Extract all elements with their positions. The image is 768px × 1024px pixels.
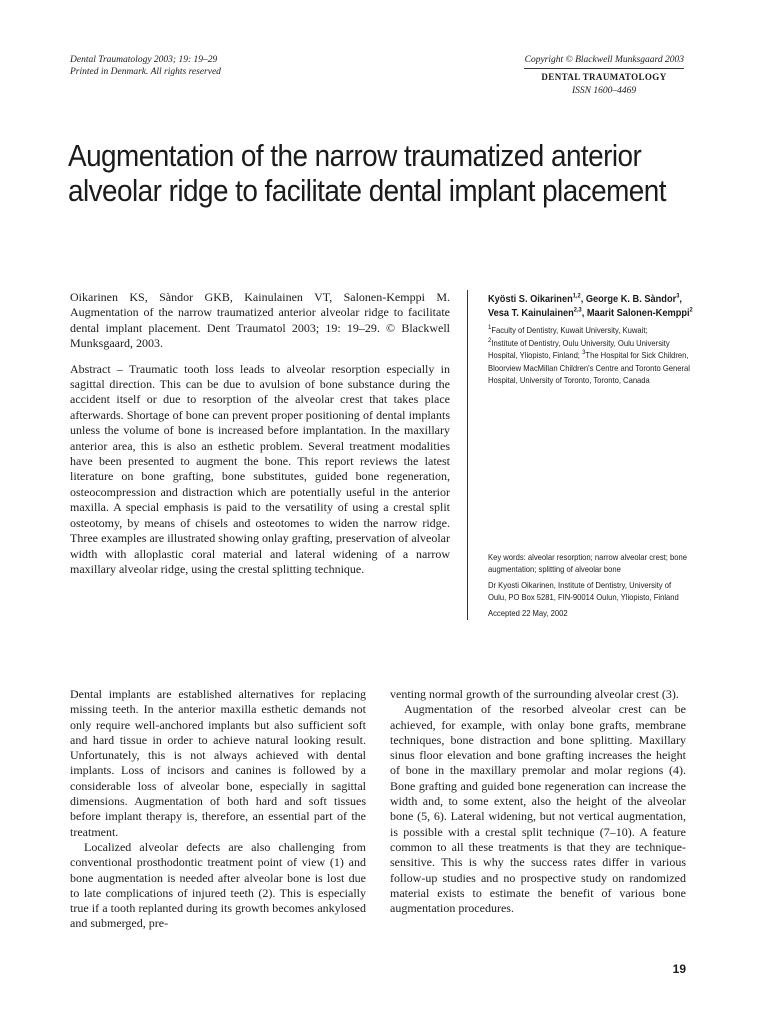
body-paragraph: Dental implants are established alternatives for replacing missing teeth. In the anterior maxilla esthetic demands not only require well-anchored implants but also sufficient soft and hard tissue in order to achieve natural looking result. Unfortunately, this is not always achieved with dental implants. Loss of incisors and canines is followed by a considerable loss of alveolar bone, especially in sagittal dimensions. Augmentation of both hard and soft tissues before implant therapy is, therefore, an essential part of the treatment.: [70, 687, 366, 839]
abstract-section: [70, 290, 450, 587]
affiliation: Faculty of Dentistry, Kuwait University, Kuwait;: [491, 325, 648, 335]
author-affil-mark: 3: [676, 292, 680, 300]
author-affil-mark: 1,2: [572, 292, 581, 300]
author-name: George K. B. Sàndor: [585, 293, 677, 305]
journal-citation: Dental Traumatology 2003; 19: 19–29: [70, 55, 218, 65]
author-name: Kyösti S. Oikarinen: [488, 293, 573, 305]
accepted-date: Accepted 22 May, 2002: [488, 607, 568, 618]
affil-mark: 2: [488, 336, 492, 344]
author-affil-mark: 2: [689, 306, 693, 314]
citation-text: Oikarinen KS, Sàndor GKB, Kainulainen VT, Salonen-Kemppi M. Augmentation of the narrow traumatized anterior alveolar ridge to facilitate dental implant placement. Dent Traumatol 2003; 19: 19–29. © Blackwell Munksgaard, 2003.: [70, 290, 450, 351]
journal-header-left: [70, 54, 221, 78]
copyright-notice: Copyright © Blackwell Munksgaard 2003: [524, 55, 684, 65]
affil-mark: 1: [488, 324, 492, 332]
author-separator: ,: [679, 293, 682, 305]
article-meta: [488, 551, 690, 622]
article-title: Augmentation of the narrow traumatized anterior alveolar ridge to facilitate dental implant placement: [68, 138, 666, 208]
printed-notice: Printed in Denmark. All rights reserved: [70, 67, 221, 77]
author-affil-mark: 2,3: [573, 306, 582, 314]
abstract-paragraph: [70, 362, 450, 578]
column-divider: [467, 290, 468, 620]
body-column-left: [70, 687, 366, 932]
author-separator: ,: [580, 293, 586, 305]
body-column-right: [390, 687, 686, 916]
journal-name: DENTAL TRAUMATOLOGY: [524, 68, 684, 84]
author-separator: ,: [581, 307, 587, 319]
affiliation: The Hospital for Sick Children, Bloorview MacMillan Children's Centre and Toronto General Hospital, University of Toronto, Toronto, Canada: [488, 350, 690, 386]
correspondence-address: Dr Kyosti Oikarinen, Institute of Dentistry, University of Oulu, PO Box 5281, FIN-90014 Oulun, Yliopisto, Finland: [488, 579, 679, 603]
author-list: [488, 292, 694, 320]
author-panel: [488, 292, 694, 387]
author-name: Maarit Salonen-Kemppi: [586, 307, 690, 319]
abstract-text: Traumatic tooth loss leads to alveolar resorption especially in sagittal direction. This can be due to avulsion of bone substance during the accident itself or due to resorption of the alveolar crest that takes place afterwards. Shortage of bone can prevent proper positioning of dental implants unless the volume of bone is increased before implantation. In the maxillary anterior area, this is also an esthetic problem. Several treatment modalities have been presented to augment the bone. This report reviews the latest literature on bone grafting, bone substitutes, guided bone regeneration, osteocompression and distraction which are potentially useful in the anterior maxilla. A special emphasis is paid to the versatility of using a crestal split osteotomy, by means of chisels and osteotomes to widen the narrow ridge. Three examples are illustrated showing onlay grafting, preservation of alveolar width with alloplastic coral material and lateral widening of a narrow maxillary alveolar ridge, using the crestal splitting technique.: [70, 361, 450, 576]
affiliation: Institute of Dentistry, Oulu University, Oulu University Hospital, Yliopisto, Finland;: [488, 337, 670, 361]
author-name: Vesa T. Kainulainen: [488, 307, 574, 319]
journal-header-right: [464, 54, 684, 98]
issn: ISSN 1600–4469: [571, 86, 637, 96]
body-paragraph: Localized alveolar defects are also challenging from conventional prosthodontic treatment point of view (1) and bone augmentation is needed after alveolar bone is lost due to late complications of injured teeth (2). This is especially true if a tooth replanted during its growth becomes ankylosed and submerged, pre-: [70, 839, 366, 931]
body-paragraph: Augmentation of the resorbed alveolar crest can be achieved, for example, with onlay bone grafts, membrane techniques, bone distraction and bone splitting. Maxillary sinus floor elevation and bone grafting increases the height of bone in the maxillary premolar and molar regions (4). Bone grafting and guided bone regeneration can increase the width and, to some extent, also the height of the alveolar bone (5, 6). Lateral widening, but not vertical augmentation, is possible with a crestal split technique (7–10). A feature common to all these treatments is that they are technique-sensitive. This is why the success rates differ in various follow-up studies and no prospective study on randomized material exists to estimate the benefit of various bone augmentation procedures.: [390, 702, 686, 916]
body-paragraph: venting normal growth of the surrounding alveolar crest (3).: [390, 687, 679, 701]
affiliation-list: [488, 324, 694, 387]
page-number: 19: [672, 962, 686, 976]
abstract-dash: –: [110, 361, 129, 376]
abstract-label: Abstract: [70, 361, 111, 376]
keywords: Key words: alveolar resorption; narrow alveolar crest; bone augmentation; splitting of alveolar bone: [488, 552, 687, 575]
affil-mark: 3: [582, 349, 586, 357]
